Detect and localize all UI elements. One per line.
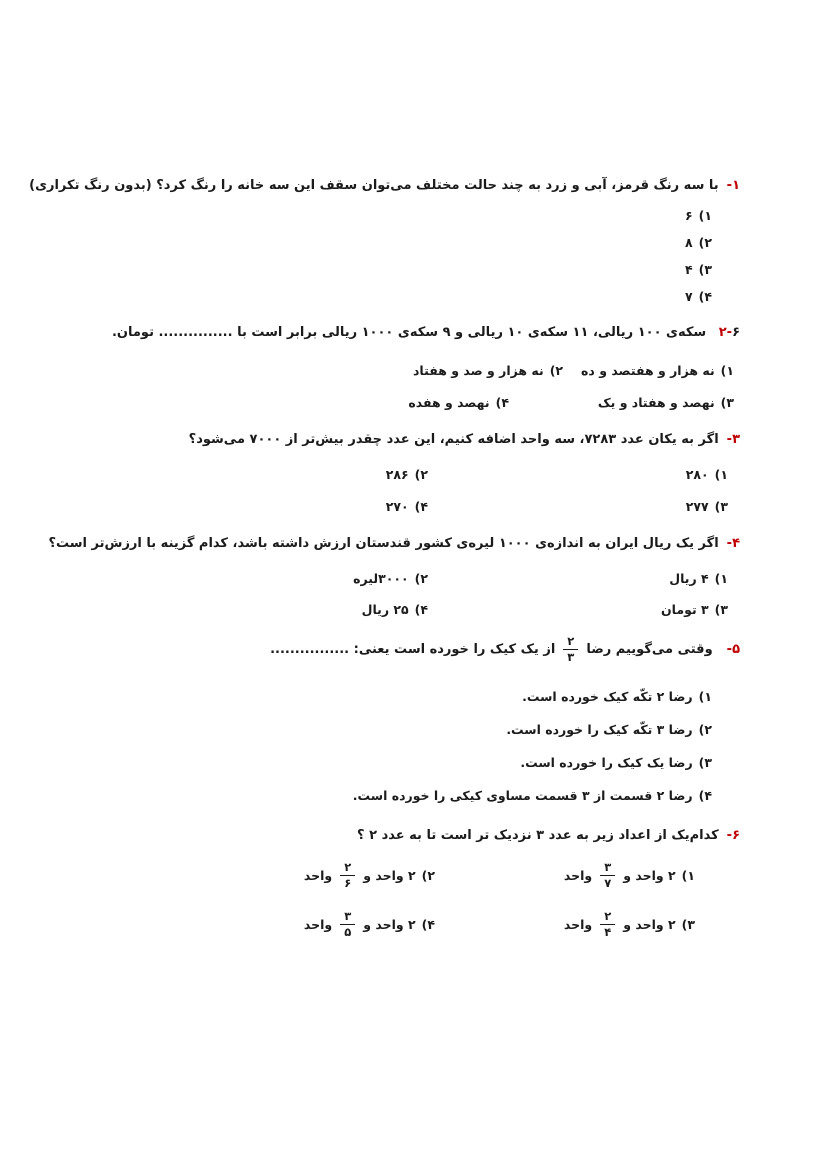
option [55, 260, 712, 280]
option-label: ۳) [714, 602, 728, 617]
question-6-options-row-2 [55, 909, 740, 940]
option [55, 687, 712, 707]
option-text: ۲۷۰ [385, 499, 409, 514]
question-6-options-row-1 [55, 860, 740, 891]
fraction-numerator: ۳ [604, 860, 612, 874]
fraction-denominator: ۳ [563, 649, 578, 665]
option-text: نهصد و هفده [408, 395, 490, 410]
option-label: ۳) [720, 395, 734, 410]
question-5-header [55, 634, 740, 665]
option-label: ۱) [714, 467, 728, 482]
option-text-after: واحد [303, 916, 333, 932]
option [55, 753, 712, 773]
fraction [340, 909, 355, 940]
fraction [563, 634, 578, 665]
option-text: ۳ تومان [661, 602, 709, 617]
fraction [600, 860, 615, 891]
option-label: ۴) [414, 499, 428, 514]
option-label: ۳) [698, 755, 712, 770]
question-text-after: از یک کیک را خورده است یعنی: ................ [270, 641, 556, 657]
question-text: ۶ سکه‌ی ۱۰۰ ریالی، ۱۱ سکه‌ی ۱۰ ریالی و ۹ سکه‌ی ۱۰۰۰ ریالی برابر است با ............... تومان. [111, 325, 740, 340]
question-2-options-row-1 [55, 361, 740, 381]
option-text: ۲۷۷ [685, 499, 709, 514]
option-label: ۲) [414, 571, 428, 586]
option [435, 860, 695, 891]
question-3-options-row-2 [55, 497, 740, 517]
option-text-after: واحد [563, 916, 593, 932]
option-label: ۴) [421, 916, 435, 932]
question-4-options-row-2 [55, 600, 740, 620]
question-text: کدام‌یک از اعداد زیر به عدد ۳ نزدیک تر است تا به عدد ۲ ؟ [357, 828, 719, 843]
option-text: ۴ ریال [669, 571, 709, 586]
option [55, 287, 712, 307]
option [55, 909, 435, 940]
option [55, 206, 712, 226]
fraction-denominator: ۷ [600, 875, 615, 891]
option-text: ۸ [685, 235, 693, 250]
fraction-numerator: ۲ [567, 634, 575, 648]
option-text: رضا یک کیک را خورده است. [520, 755, 693, 770]
question-4 [48, 534, 740, 620]
question-1 [29, 176, 740, 307]
option-label: ۲) [549, 363, 564, 378]
question-4-options-row-1 [55, 569, 740, 589]
option [428, 465, 728, 485]
fraction-denominator: ۴ [600, 924, 615, 940]
option-text: ۲۸۰ [685, 467, 709, 482]
option-text: نهصد و هفتاد و یک [597, 395, 715, 410]
option [509, 393, 734, 413]
option-text: رضا ۳ تکّه کیک را خورده است. [506, 722, 693, 737]
question-3-options-row-1 [55, 465, 740, 485]
option [428, 497, 728, 517]
fraction [600, 909, 615, 940]
option-text-after: واحد [563, 867, 593, 883]
option [55, 569, 428, 589]
question-3-header [55, 430, 740, 450]
option [55, 233, 712, 253]
option-text-after: واحد [303, 867, 333, 883]
fraction-numerator: ۲ [604, 909, 612, 923]
option-label: ۱) [698, 689, 712, 704]
fraction [340, 860, 355, 891]
option-text: رضا ۲ قسمت از ۳ قسمت مساوی کیکی را خورده است. [352, 788, 693, 803]
question-number: ۳- [726, 432, 740, 447]
option [428, 600, 728, 620]
question-number: ۴- [726, 536, 740, 551]
question-number: ۲- [718, 325, 733, 340]
question-4-header [48, 534, 740, 554]
question-text-before: وقتی می‌گوییم رضا [586, 641, 713, 657]
question-3 [55, 430, 740, 517]
option-label: ۴) [698, 289, 712, 304]
question-text: با سه رنگ قرمز، آبی و زرد به چند حالت مختلف می‌توان سقف این سه خانه را رنگ کرد؟ (بدون رنگ تکراری) [29, 178, 719, 193]
question-2 [55, 323, 740, 413]
option [55, 860, 435, 891]
question-1-header [29, 176, 740, 196]
question-5 [55, 634, 740, 806]
option [581, 361, 734, 381]
option [55, 465, 428, 485]
option [55, 393, 509, 413]
fraction-denominator: ۵ [340, 924, 355, 940]
option-text: نه هزار و هفتصد و ده [581, 363, 715, 378]
option-label: ۱) [714, 571, 728, 586]
option-label: ۱) [681, 867, 695, 883]
option-label: ۲) [421, 867, 435, 883]
option [55, 786, 712, 806]
option-text-before: ۲ واحد و [363, 916, 416, 932]
option-label: ۴) [698, 788, 712, 803]
option-label: ۴) [414, 602, 428, 617]
option-label: ۱) [720, 363, 734, 378]
option-label: ۳) [681, 916, 695, 932]
option-label: ۱) [698, 208, 712, 223]
option-label: ۲) [698, 235, 712, 250]
question-number: ۱- [726, 178, 740, 193]
question-text: اگر به یکان عدد ۷۲۸۳، سه واحد اضافه کنیم، این عدد چقدر بیش‌تر از ۷۰۰۰ می‌شود؟ [188, 432, 719, 447]
option-text: ۷ [685, 289, 693, 304]
option-text: ۴ [685, 262, 693, 277]
question-1-options [55, 206, 740, 307]
question-number: ۵- [726, 641, 740, 657]
option-text-before: ۲ واحد و [623, 867, 676, 883]
option-text: ۳۰۰۰لیره [353, 571, 409, 586]
option-text: ۲۵ ریال [361, 602, 409, 617]
option [55, 600, 428, 620]
option-text: نه هزار و صد و هفتاد [413, 363, 544, 378]
option-text-before: ۲ واحد و [623, 916, 676, 932]
question-number: ۶- [726, 828, 740, 843]
question-6-header [55, 826, 740, 846]
option-label: ۴) [495, 395, 509, 410]
option-text: ۶ [685, 208, 693, 223]
question-5-options [55, 687, 740, 806]
option-text: رضا ۲ تکّه کیک خورده است. [522, 689, 693, 704]
option [428, 569, 728, 589]
option [55, 720, 712, 740]
option [413, 361, 563, 381]
fraction-numerator: ۲ [344, 860, 352, 874]
option-text: ۲۸۶ [385, 467, 409, 482]
option-label: ۳) [698, 262, 712, 277]
option-label: ۲) [698, 722, 712, 737]
option-label: ۳) [714, 499, 728, 514]
option-text-before: ۲ واحد و [363, 867, 416, 883]
question-2-options-row-2 [55, 393, 740, 413]
question-2-header [55, 323, 740, 343]
fraction-denominator: ۶ [340, 875, 355, 891]
question-6 [55, 826, 740, 940]
option-label: ۲) [414, 467, 428, 482]
option [55, 497, 428, 517]
fraction-numerator: ۳ [344, 909, 352, 923]
question-text: اگر یک ریال ایران به اندازه‌ی ۱۰۰۰ لیره‌ی کشور قندستان ارزش داشته باشد، کدام گزینه با ارزش‌تر است؟ [48, 536, 719, 551]
option [435, 909, 695, 940]
